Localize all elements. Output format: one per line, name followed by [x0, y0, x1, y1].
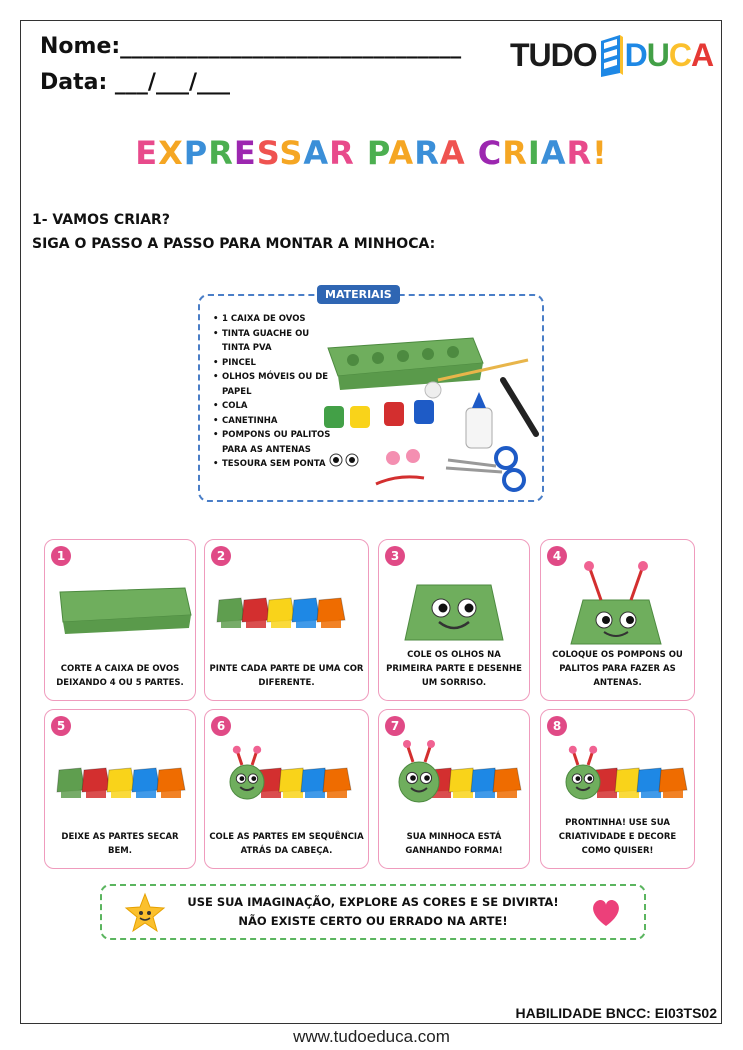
page-title: [0, 134, 743, 172]
step-card-8: [540, 709, 695, 869]
title-letter: A: [388, 134, 415, 172]
date-field[interactable]: Data: ___/___/___: [40, 70, 230, 95]
title-letter: E: [233, 134, 257, 172]
book-e-icon: [598, 33, 624, 77]
list-item: • OLHOS MÓVEIS OU DE PAPEL: [222, 370, 332, 399]
list-item: • COLA: [222, 399, 332, 414]
title-letter: E: [135, 134, 159, 172]
step-illustration: [205, 730, 355, 825]
list-item: • CANETINHA: [222, 414, 332, 429]
title-letter: R: [566, 134, 593, 172]
list-item: • PINCEL: [222, 356, 332, 371]
step-card-5: [44, 709, 196, 869]
bncc-skill: HABILIDADE BNCC: EI03TS02: [515, 1005, 717, 1021]
step-caption: SUA MINHOCA ESTÁ GANHANDO FORMA!: [405, 832, 503, 856]
title-letter: A: [540, 134, 567, 172]
title-letter: S: [256, 134, 280, 172]
tudoeduca-logo: [510, 30, 713, 80]
title-letter: S: [279, 134, 304, 172]
list-item: • TESOURA SEM PONTA: [222, 457, 332, 472]
logo-letter-a: A: [690, 36, 714, 73]
step-illustration: [45, 730, 195, 825]
materials-illustration: [318, 308, 540, 498]
step-number: 1: [51, 546, 71, 566]
title-letter: !: [592, 134, 608, 172]
googly-eyes-icon: [330, 454, 358, 466]
step-number: 6: [211, 716, 231, 736]
step-caption: COLOQUE OS POMPONS OU PALITOS PARA FAZER AS ANTENAS.: [552, 650, 683, 688]
banner-line-1: USE SUA IMAGINAÇÃO, EXPLORE AS CORES E SE DIVIRTA!: [187, 895, 559, 909]
step-number: 2: [211, 546, 231, 566]
title-letter: R: [502, 134, 528, 172]
step-number: 7: [385, 716, 405, 736]
title-letter: A: [439, 134, 466, 172]
title-letter: R: [414, 134, 440, 172]
step-number: 4: [547, 546, 567, 566]
logo-letter-c: C: [668, 36, 691, 73]
banner-line-2: NÃO EXISTE CERTO OU ERRADO NA ARTE!: [238, 914, 508, 928]
pompoms-icon: [376, 449, 424, 484]
step-card-7: [378, 709, 530, 869]
step-illustration: [379, 730, 529, 825]
step-caption: PINTE CADA PARTE DE UMA COR DIFERENTE.: [209, 664, 364, 688]
title-letter: P: [183, 134, 209, 172]
title-letter: R: [329, 134, 355, 172]
title-letter: I: [527, 134, 541, 172]
step-card-1: [44, 539, 196, 701]
step-caption: DEIXE AS PARTES SECAR BEM.: [61, 832, 179, 856]
step-number: 5: [51, 716, 71, 736]
title-letter: [355, 134, 367, 172]
question-instruction: SIGA O PASSO A PASSO PARA MONTAR A MINHOCA:: [32, 236, 436, 252]
list-item: • TINTA GUACHE OU TINTA PVA: [222, 327, 332, 356]
step-illustration: [541, 730, 691, 825]
encouragement-banner: [100, 884, 646, 940]
glue-icon: [466, 392, 492, 448]
title-letter: A: [303, 134, 330, 172]
list-item: • POMPONS OU PALITOS PARA AS ANTENAS: [222, 428, 332, 457]
logo-letter-d: D: [624, 36, 647, 73]
step-card-4: [540, 539, 695, 701]
materials-box: [198, 288, 544, 502]
materials-list: [206, 312, 332, 472]
question-heading: 1- VAMOS CRIAR?: [32, 212, 170, 228]
step-card-3: [378, 539, 530, 701]
title-letter: P: [366, 134, 389, 172]
step-caption: PRONTINHA! USE SUA CRIATIVIDADE E DECORE COMO QUISER!: [558, 818, 677, 856]
step-number: 8: [547, 716, 567, 736]
step-caption: COLE OS OLHOS NA PRIMEIRA PARTE E DESENHE UM SORRISO.: [386, 650, 522, 688]
egg-carton-icon: [328, 338, 483, 390]
step-caption: COLE AS PARTES EM SEQUÊNCIA ATRÁS DA CABEÇA.: [209, 832, 364, 856]
step-illustration: [45, 560, 195, 655]
title-letter: [466, 134, 478, 172]
list-item: • 1 CAIXA DE OVOS: [222, 312, 332, 327]
logo-letter-u: U: [646, 36, 669, 73]
step-card-6: [204, 709, 369, 869]
step-illustration: [379, 560, 529, 655]
title-letter: X: [158, 134, 184, 172]
materials-label: MATERIAIS: [317, 285, 400, 304]
logo-part1: TUDO: [510, 36, 597, 73]
marker-icon: [503, 380, 536, 434]
website-link[interactable]: www.tudoeduca.com: [293, 1027, 450, 1046]
heart-icon: [590, 898, 622, 928]
title-letter: C: [477, 134, 503, 172]
step-card-2: [204, 539, 369, 701]
scissors-icon: [446, 448, 524, 490]
step-illustration: [205, 560, 355, 655]
step-caption: CORTE A CAIXA DE OVOS DEIXANDO 4 OU 5 PARTES.: [56, 664, 184, 688]
name-field[interactable]: Nome:_______________________________: [40, 34, 462, 59]
step-number: 3: [385, 546, 405, 566]
title-letter: R: [208, 134, 234, 172]
step-illustration: [541, 560, 691, 655]
